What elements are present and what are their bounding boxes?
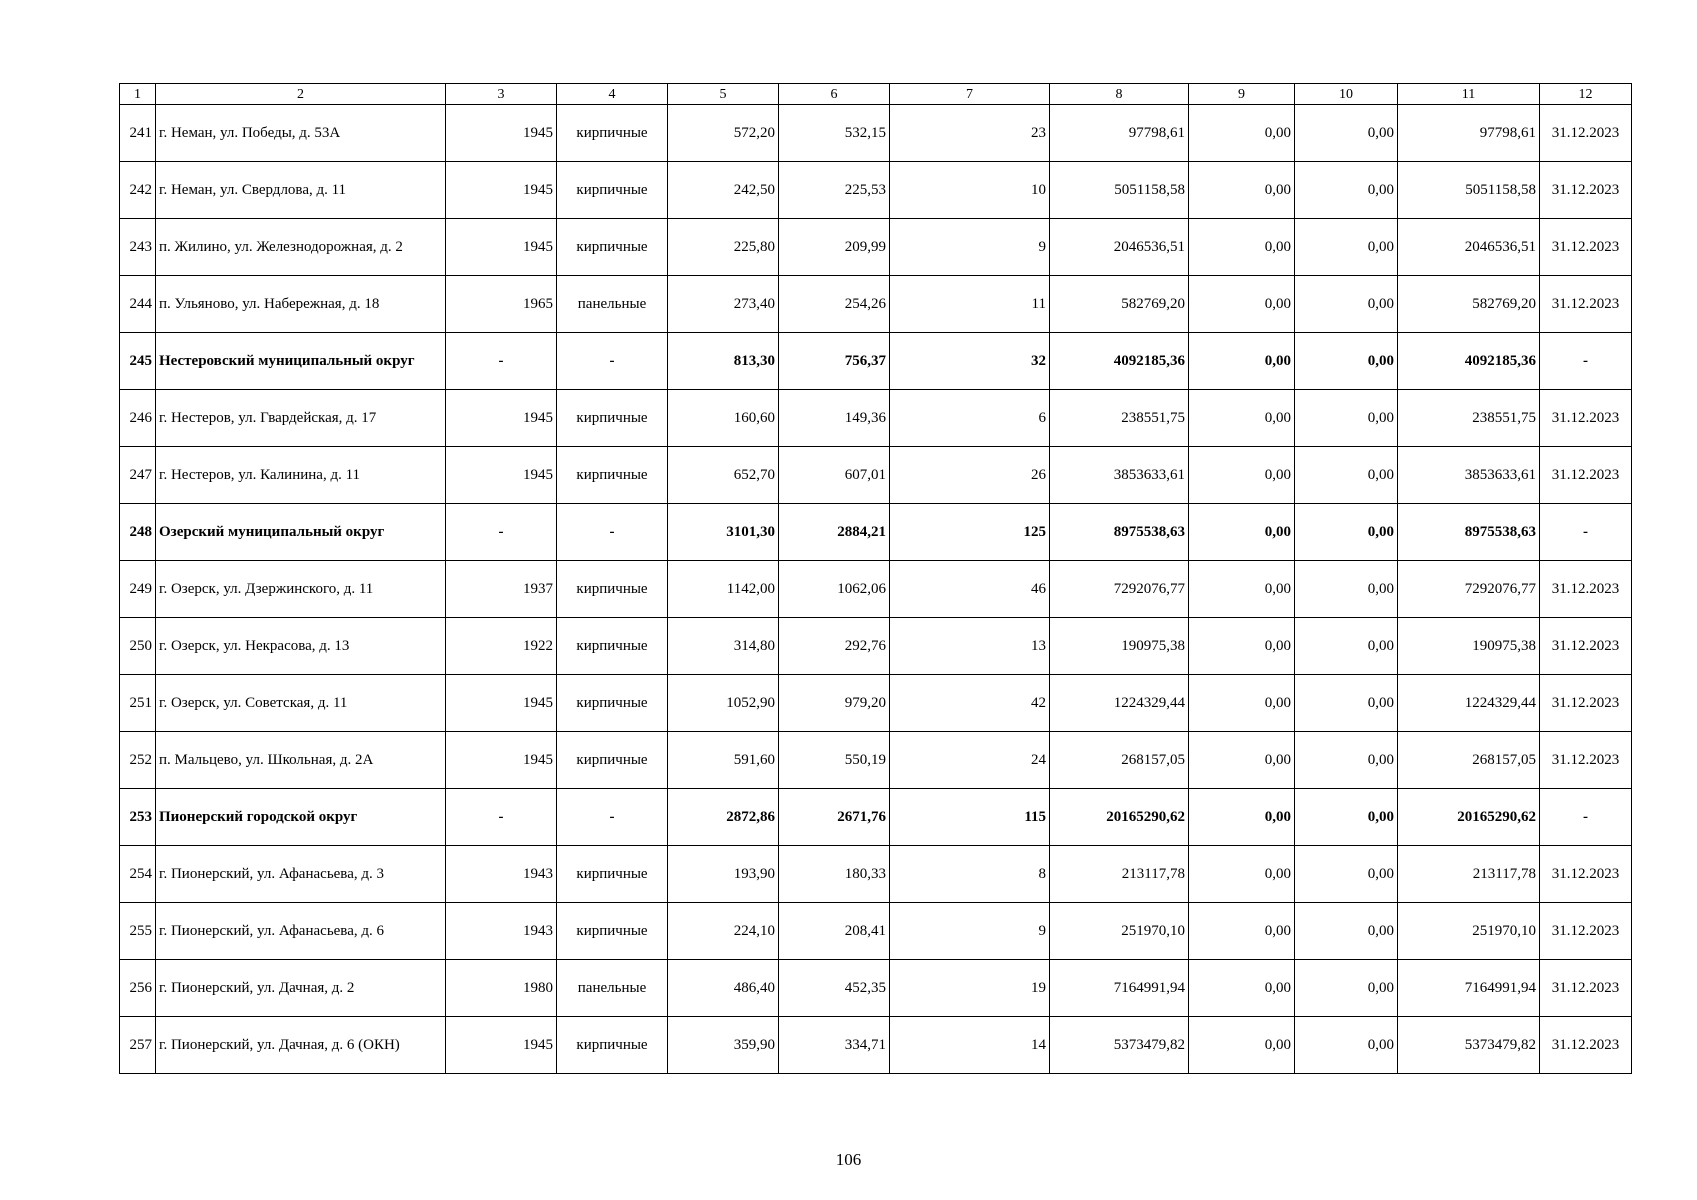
total-area-cell: 486,40 xyxy=(668,960,779,1017)
fund-cost-cell: 0,00 xyxy=(1189,960,1295,1017)
budget-cost-cell: 0,00 xyxy=(1295,447,1398,504)
total-cost-cell: 7164991,94 xyxy=(1050,960,1189,1017)
table-row xyxy=(120,675,1632,732)
header-cell: 4 xyxy=(557,84,668,105)
residents-count-cell: 6 xyxy=(890,390,1050,447)
other-cost-cell: 97798,61 xyxy=(1398,105,1540,162)
deadline-date-cell: 31.12.2023 xyxy=(1540,219,1632,276)
column-number-header xyxy=(120,84,1632,105)
build-year-cell: 1945 xyxy=(446,219,557,276)
deadline-date-cell: 31.12.2023 xyxy=(1540,1017,1632,1074)
address-cell: г. Пионерский, ул. Афанасьева, д. 3 xyxy=(156,846,446,903)
build-year-cell: - xyxy=(446,333,557,390)
residents-count-cell: 42 xyxy=(890,675,1050,732)
residents-count-cell: 32 xyxy=(890,333,1050,390)
fund-cost-cell: 0,00 xyxy=(1189,789,1295,846)
other-cost-cell: 8975538,63 xyxy=(1398,504,1540,561)
table-row xyxy=(120,105,1632,162)
living-area-cell: 2884,21 xyxy=(779,504,890,561)
row-number-cell: 255 xyxy=(120,903,156,960)
budget-cost-cell: 0,00 xyxy=(1295,1017,1398,1074)
total-area-cell: 224,10 xyxy=(668,903,779,960)
address-cell: г. Неман, ул. Победы, д. 53А xyxy=(156,105,446,162)
wall-material-cell: кирпичные xyxy=(557,846,668,903)
budget-cost-cell: 0,00 xyxy=(1295,789,1398,846)
header-cell: 5 xyxy=(668,84,779,105)
address-cell: г. Нестеров, ул. Гвардейская, д. 17 xyxy=(156,390,446,447)
build-year-cell: 1965 xyxy=(446,276,557,333)
build-year-cell: 1922 xyxy=(446,618,557,675)
build-year-cell: 1945 xyxy=(446,162,557,219)
wall-material-cell: кирпичные xyxy=(557,219,668,276)
total-cost-cell: 8975538,63 xyxy=(1050,504,1189,561)
row-number-cell: 247 xyxy=(120,447,156,504)
row-number-cell: 250 xyxy=(120,618,156,675)
total-area-cell: 242,50 xyxy=(668,162,779,219)
residents-count-cell: 19 xyxy=(890,960,1050,1017)
residents-count-cell: 11 xyxy=(890,276,1050,333)
fund-cost-cell: 0,00 xyxy=(1189,1017,1295,1074)
living-area-cell: 550,19 xyxy=(779,732,890,789)
row-number-cell: 254 xyxy=(120,846,156,903)
total-cost-cell: 1224329,44 xyxy=(1050,675,1189,732)
deadline-date-cell: 31.12.2023 xyxy=(1540,732,1632,789)
deadline-date-cell: 31.12.2023 xyxy=(1540,447,1632,504)
living-area-cell: 180,33 xyxy=(779,846,890,903)
table-row xyxy=(120,390,1632,447)
header-cell: 7 xyxy=(890,84,1050,105)
other-cost-cell: 5373479,82 xyxy=(1398,1017,1540,1074)
row-number-cell: 245 xyxy=(120,333,156,390)
fund-cost-cell: 0,00 xyxy=(1189,618,1295,675)
total-area-cell: 359,90 xyxy=(668,1017,779,1074)
total-area-cell: 225,80 xyxy=(668,219,779,276)
fund-cost-cell: 0,00 xyxy=(1189,675,1295,732)
address-cell: г. Нестеров, ул. Калинина, д. 11 xyxy=(156,447,446,504)
deadline-date-cell: 31.12.2023 xyxy=(1540,846,1632,903)
residents-count-cell: 9 xyxy=(890,903,1050,960)
address-cell: г. Пионерский, ул. Дачная, д. 2 xyxy=(156,960,446,1017)
other-cost-cell: 190975,38 xyxy=(1398,618,1540,675)
wall-material-cell: - xyxy=(557,789,668,846)
wall-material-cell: кирпичные xyxy=(557,732,668,789)
deadline-date-cell: - xyxy=(1540,789,1632,846)
residents-count-cell: 46 xyxy=(890,561,1050,618)
total-cost-cell: 20165290,62 xyxy=(1050,789,1189,846)
deadline-date-cell: 31.12.2023 xyxy=(1540,618,1632,675)
other-cost-cell: 20165290,62 xyxy=(1398,789,1540,846)
header-cell: 11 xyxy=(1398,84,1540,105)
build-year-cell: 1945 xyxy=(446,390,557,447)
residents-count-cell: 115 xyxy=(890,789,1050,846)
living-area-cell: 607,01 xyxy=(779,447,890,504)
deadline-date-cell: - xyxy=(1540,333,1632,390)
budget-cost-cell: 0,00 xyxy=(1295,504,1398,561)
other-cost-cell: 1224329,44 xyxy=(1398,675,1540,732)
living-area-cell: 292,76 xyxy=(779,618,890,675)
row-number-cell: 246 xyxy=(120,390,156,447)
table-row xyxy=(120,162,1632,219)
budget-cost-cell: 0,00 xyxy=(1295,903,1398,960)
fund-cost-cell: 0,00 xyxy=(1189,561,1295,618)
total-cost-cell: 97798,61 xyxy=(1050,105,1189,162)
fund-cost-cell: 0,00 xyxy=(1189,162,1295,219)
address-cell: Нестеровский муниципальный округ xyxy=(156,333,446,390)
build-year-cell: 1945 xyxy=(446,447,557,504)
other-cost-cell: 238551,75 xyxy=(1398,390,1540,447)
address-cell: п. Жилино, ул. Железнодорожная, д. 2 xyxy=(156,219,446,276)
other-cost-cell: 268157,05 xyxy=(1398,732,1540,789)
table-row xyxy=(120,960,1632,1017)
budget-cost-cell: 0,00 xyxy=(1295,390,1398,447)
wall-material-cell: - xyxy=(557,504,668,561)
deadline-date-cell: 31.12.2023 xyxy=(1540,960,1632,1017)
table-row xyxy=(120,219,1632,276)
table-row xyxy=(120,732,1632,789)
fund-cost-cell: 0,00 xyxy=(1189,333,1295,390)
build-year-cell: 1943 xyxy=(446,846,557,903)
fund-cost-cell: 0,00 xyxy=(1189,846,1295,903)
deadline-date-cell: 31.12.2023 xyxy=(1540,675,1632,732)
total-area-cell: 813,30 xyxy=(668,333,779,390)
address-cell: г. Озерск, ул. Советская, д. 11 xyxy=(156,675,446,732)
budget-cost-cell: 0,00 xyxy=(1295,675,1398,732)
other-cost-cell: 2046536,51 xyxy=(1398,219,1540,276)
fund-cost-cell: 0,00 xyxy=(1189,447,1295,504)
other-cost-cell: 3853633,61 xyxy=(1398,447,1540,504)
subtotal-row xyxy=(120,333,1632,390)
living-area-cell: 2671,76 xyxy=(779,789,890,846)
total-cost-cell: 213117,78 xyxy=(1050,846,1189,903)
other-cost-cell: 213117,78 xyxy=(1398,846,1540,903)
fund-cost-cell: 0,00 xyxy=(1189,732,1295,789)
row-number-cell: 256 xyxy=(120,960,156,1017)
row-number-cell: 241 xyxy=(120,105,156,162)
row-number-cell: 249 xyxy=(120,561,156,618)
fund-cost-cell: 0,00 xyxy=(1189,390,1295,447)
address-cell: Пионерский городской округ xyxy=(156,789,446,846)
budget-cost-cell: 0,00 xyxy=(1295,105,1398,162)
total-area-cell: 1142,00 xyxy=(668,561,779,618)
address-cell: г. Пионерский, ул. Дачная, д. 6 (ОКН) xyxy=(156,1017,446,1074)
living-area-cell: 209,99 xyxy=(779,219,890,276)
total-cost-cell: 3853633,61 xyxy=(1050,447,1189,504)
other-cost-cell: 5051158,58 xyxy=(1398,162,1540,219)
residents-count-cell: 9 xyxy=(890,219,1050,276)
address-cell: г. Неман, ул. Свердлова, д. 11 xyxy=(156,162,446,219)
header-cell: 9 xyxy=(1189,84,1295,105)
budget-cost-cell: 0,00 xyxy=(1295,732,1398,789)
other-cost-cell: 4092185,36 xyxy=(1398,333,1540,390)
deadline-date-cell: 31.12.2023 xyxy=(1540,390,1632,447)
address-cell: г. Озерск, ул. Дзержинского, д. 11 xyxy=(156,561,446,618)
fund-cost-cell: 0,00 xyxy=(1189,903,1295,960)
header-cell: 3 xyxy=(446,84,557,105)
header-cell: 6 xyxy=(779,84,890,105)
table-row xyxy=(120,618,1632,675)
build-year-cell: 1945 xyxy=(446,732,557,789)
residents-count-cell: 13 xyxy=(890,618,1050,675)
address-cell: п. Ульяново, ул. Набережная, д. 18 xyxy=(156,276,446,333)
fund-cost-cell: 0,00 xyxy=(1189,219,1295,276)
wall-material-cell: кирпичные xyxy=(557,618,668,675)
budget-cost-cell: 0,00 xyxy=(1295,219,1398,276)
budget-cost-cell: 0,00 xyxy=(1295,846,1398,903)
other-cost-cell: 7292076,77 xyxy=(1398,561,1540,618)
wall-material-cell: кирпичные xyxy=(557,675,668,732)
table-row xyxy=(120,561,1632,618)
budget-cost-cell: 0,00 xyxy=(1295,333,1398,390)
header-cell: 10 xyxy=(1295,84,1398,105)
total-area-cell: 652,70 xyxy=(668,447,779,504)
wall-material-cell: кирпичные xyxy=(557,1017,668,1074)
residents-count-cell: 125 xyxy=(890,504,1050,561)
table-row xyxy=(120,903,1632,960)
deadline-date-cell: - xyxy=(1540,504,1632,561)
total-area-cell: 160,60 xyxy=(668,390,779,447)
fund-cost-cell: 0,00 xyxy=(1189,105,1295,162)
residents-count-cell: 26 xyxy=(890,447,1050,504)
living-area-cell: 452,35 xyxy=(779,960,890,1017)
total-area-cell: 3101,30 xyxy=(668,504,779,561)
wall-material-cell: кирпичные xyxy=(557,561,668,618)
wall-material-cell: панельные xyxy=(557,276,668,333)
address-cell: г. Озерск, ул. Некрасова, д. 13 xyxy=(156,618,446,675)
deadline-date-cell: 31.12.2023 xyxy=(1540,903,1632,960)
living-area-cell: 254,26 xyxy=(779,276,890,333)
row-number-cell: 242 xyxy=(120,162,156,219)
address-cell: п. Мальцево, ул. Школьная, д. 2А xyxy=(156,732,446,789)
other-cost-cell: 7164991,94 xyxy=(1398,960,1540,1017)
total-cost-cell: 238551,75 xyxy=(1050,390,1189,447)
page-number: 106 xyxy=(835,1150,862,1169)
build-year-cell: 1945 xyxy=(446,675,557,732)
total-area-cell: 193,90 xyxy=(668,846,779,903)
budget-cost-cell: 0,00 xyxy=(1295,162,1398,219)
table-row xyxy=(120,276,1632,333)
living-area-cell: 979,20 xyxy=(779,675,890,732)
total-cost-cell: 7292076,77 xyxy=(1050,561,1189,618)
total-cost-cell: 5051158,58 xyxy=(1050,162,1189,219)
wall-material-cell: - xyxy=(557,333,668,390)
build-year-cell: - xyxy=(446,789,557,846)
build-year-cell: 1945 xyxy=(446,105,557,162)
budget-cost-cell: 0,00 xyxy=(1295,960,1398,1017)
residents-count-cell: 14 xyxy=(890,1017,1050,1074)
build-year-cell: 1943 xyxy=(446,903,557,960)
wall-material-cell: кирпичные xyxy=(557,390,668,447)
total-area-cell: 591,60 xyxy=(668,732,779,789)
build-year-cell: 1945 xyxy=(446,1017,557,1074)
total-area-cell: 2872,86 xyxy=(668,789,779,846)
living-area-cell: 334,71 xyxy=(779,1017,890,1074)
total-area-cell: 1052,90 xyxy=(668,675,779,732)
budget-cost-cell: 0,00 xyxy=(1295,276,1398,333)
address-cell: г. Пионерский, ул. Афанасьева, д. 6 xyxy=(156,903,446,960)
address-cell: Озерский муниципальный округ xyxy=(156,504,446,561)
living-area-cell: 756,37 xyxy=(779,333,890,390)
total-cost-cell: 582769,20 xyxy=(1050,276,1189,333)
residents-count-cell: 23 xyxy=(890,105,1050,162)
build-year-cell: 1937 xyxy=(446,561,557,618)
deadline-date-cell: 31.12.2023 xyxy=(1540,561,1632,618)
wall-material-cell: кирпичные xyxy=(557,105,668,162)
deadline-date-cell: 31.12.2023 xyxy=(1540,105,1632,162)
budget-cost-cell: 0,00 xyxy=(1295,561,1398,618)
total-cost-cell: 251970,10 xyxy=(1050,903,1189,960)
row-number-cell: 252 xyxy=(120,732,156,789)
living-area-cell: 1062,06 xyxy=(779,561,890,618)
fund-cost-cell: 0,00 xyxy=(1189,276,1295,333)
living-area-cell: 532,15 xyxy=(779,105,890,162)
wall-material-cell: кирпичные xyxy=(557,903,668,960)
table-row xyxy=(120,447,1632,504)
row-number-cell: 257 xyxy=(120,1017,156,1074)
total-cost-cell: 5373479,82 xyxy=(1050,1017,1189,1074)
row-number-cell: 243 xyxy=(120,219,156,276)
row-number-cell: 248 xyxy=(120,504,156,561)
residents-count-cell: 10 xyxy=(890,162,1050,219)
deadline-date-cell: 31.12.2023 xyxy=(1540,162,1632,219)
housing-table xyxy=(119,83,1632,1074)
living-area-cell: 149,36 xyxy=(779,390,890,447)
total-cost-cell: 268157,05 xyxy=(1050,732,1189,789)
row-number-cell: 253 xyxy=(120,789,156,846)
table-row xyxy=(120,846,1632,903)
header-cell: 1 xyxy=(120,84,156,105)
living-area-cell: 225,53 xyxy=(779,162,890,219)
total-area-cell: 273,40 xyxy=(668,276,779,333)
build-year-cell: 1980 xyxy=(446,960,557,1017)
header-cell: 12 xyxy=(1540,84,1632,105)
total-cost-cell: 190975,38 xyxy=(1050,618,1189,675)
wall-material-cell: кирпичные xyxy=(557,447,668,504)
budget-cost-cell: 0,00 xyxy=(1295,618,1398,675)
subtotal-row xyxy=(120,504,1632,561)
row-number-cell: 251 xyxy=(120,675,156,732)
subtotal-row xyxy=(120,789,1632,846)
build-year-cell: - xyxy=(446,504,557,561)
other-cost-cell: 251970,10 xyxy=(1398,903,1540,960)
row-number-cell: 244 xyxy=(120,276,156,333)
wall-material-cell: панельные xyxy=(557,960,668,1017)
header-cell: 2 xyxy=(156,84,446,105)
table-row xyxy=(120,1017,1632,1074)
deadline-date-cell: 31.12.2023 xyxy=(1540,276,1632,333)
total-area-cell: 314,80 xyxy=(668,618,779,675)
other-cost-cell: 582769,20 xyxy=(1398,276,1540,333)
residents-count-cell: 8 xyxy=(890,846,1050,903)
residents-count-cell: 24 xyxy=(890,732,1050,789)
wall-material-cell: кирпичные xyxy=(557,162,668,219)
living-area-cell: 208,41 xyxy=(779,903,890,960)
total-area-cell: 572,20 xyxy=(668,105,779,162)
table-body xyxy=(120,84,1632,1074)
header-cell: 8 xyxy=(1050,84,1189,105)
total-cost-cell: 4092185,36 xyxy=(1050,333,1189,390)
total-cost-cell: 2046536,51 xyxy=(1050,219,1189,276)
fund-cost-cell: 0,00 xyxy=(1189,504,1295,561)
